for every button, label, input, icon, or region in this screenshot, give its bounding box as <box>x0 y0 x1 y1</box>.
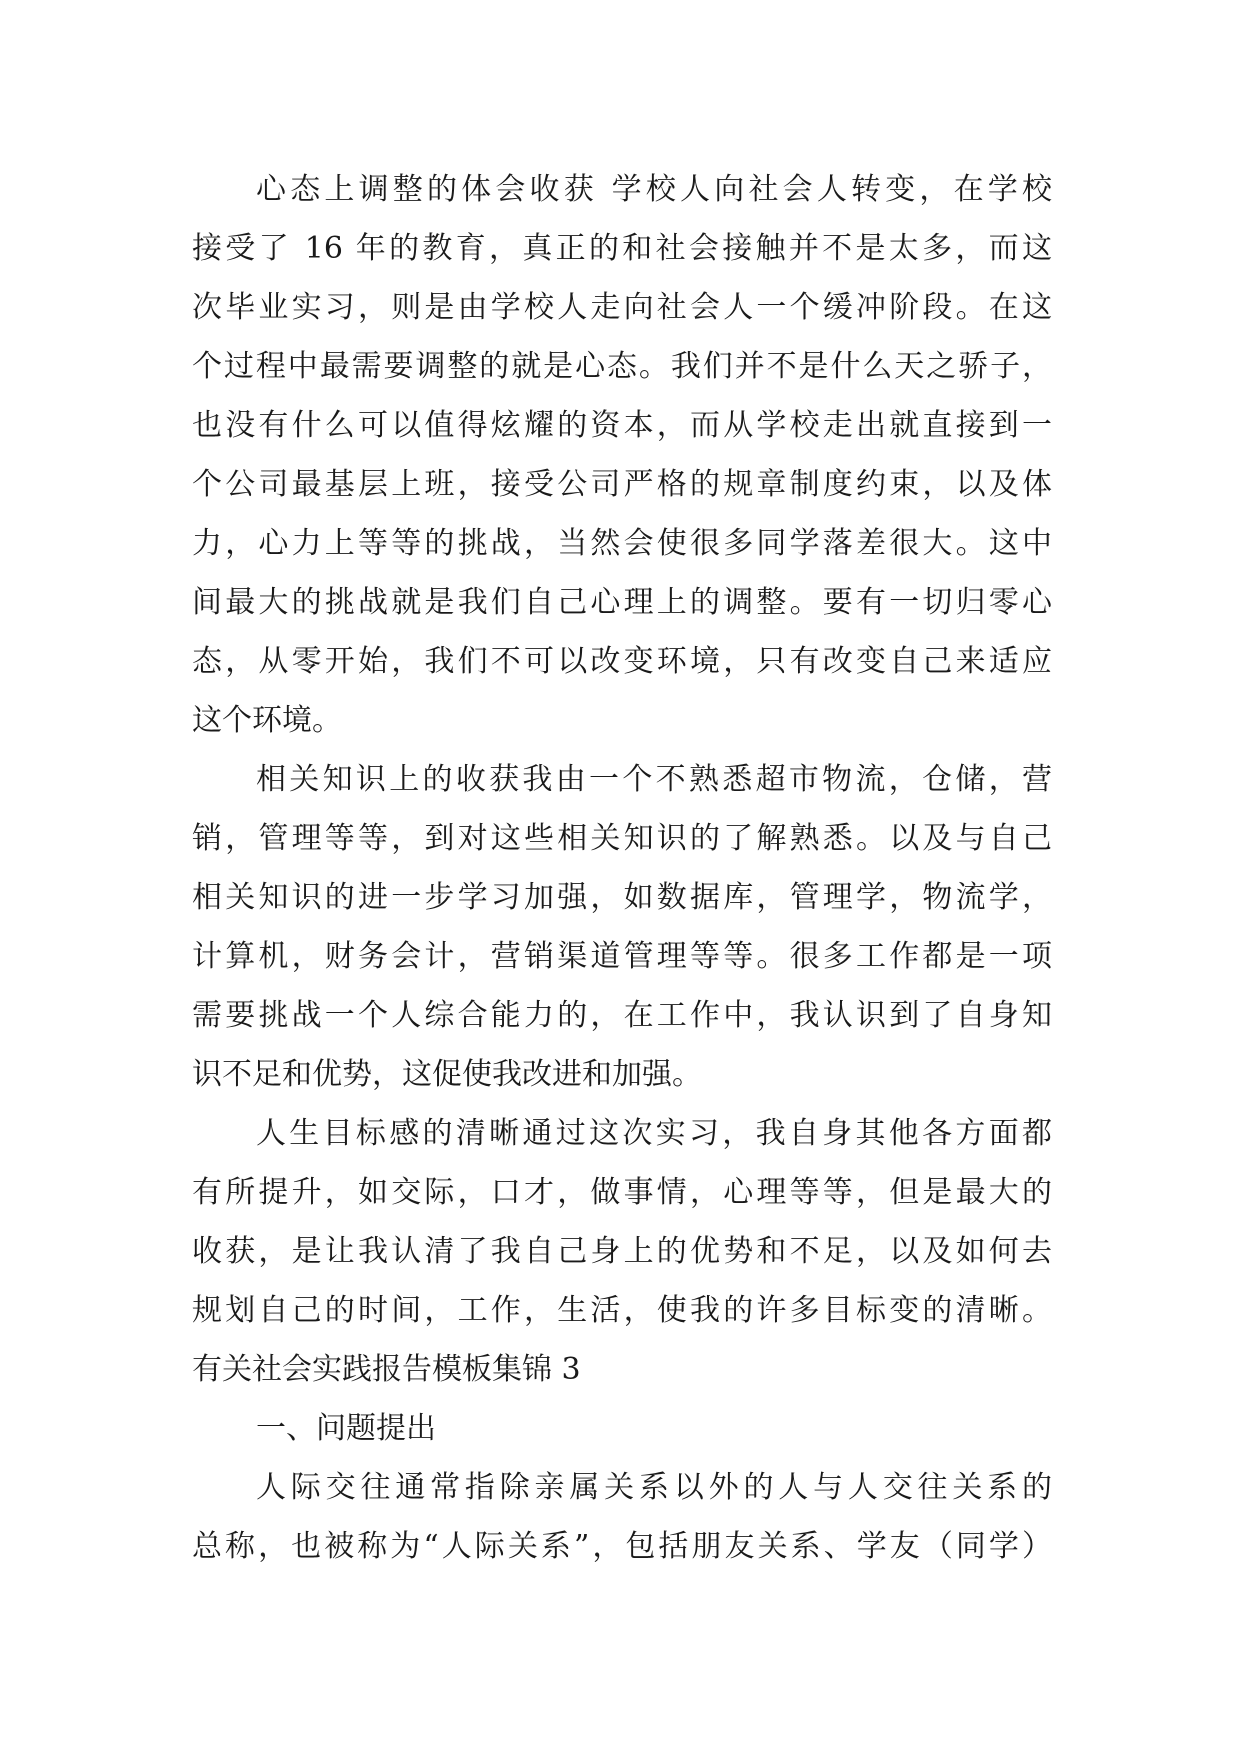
paragraph-line: 也没有什么可以值得炫耀的资本，而从学校走出就直接到一 <box>192 408 1052 443</box>
paragraph-line: 有所提升，如交际，口才，做事情，心理等等，但是最大的 <box>192 1175 1052 1210</box>
paragraph-line: 识不足和优势，这促使我改进和加强。 <box>192 1057 702 1092</box>
paragraph-line: 相关知识上的收获我由一个不熟悉超市物流，仓储，营 <box>256 762 1052 797</box>
paragraph-line: 次毕业实习，则是由学校人走向社会人一个缓冲阶段。在这 <box>192 290 1052 325</box>
paragraph-line: 心态上调整的体会收获 学校人向社会人转变，在学校 <box>256 172 1052 207</box>
section-heading: 一、问题提出 <box>256 1411 436 1446</box>
paragraph-line: 人生目标感的清晰通过这次实习，我自身其他各方面都 <box>256 1116 1052 1151</box>
paragraph-line: 计算机，财务会计，营销渠道管理等等。很多工作都是一项 <box>192 939 1052 974</box>
paragraph-line: 个过程中最需要调整的就是心态。我们并不是什么天之骄子， <box>192 349 1052 384</box>
paragraph-line: 人际交往通常指除亲属关系以外的人与人交往关系的 <box>256 1470 1052 1505</box>
paragraph-line: 个公司最基层上班，接受公司严格的规章制度约束，以及体 <box>192 467 1052 502</box>
paragraph-line: 这个环境。 <box>192 703 342 738</box>
paragraph-line: 收获，是让我认清了我自己身上的优势和不足，以及如何去 <box>192 1234 1052 1269</box>
paragraph-line: 间最大的挑战就是我们自己心理上的调整。要有一切归零心 <box>192 585 1052 620</box>
paragraph-line: 总称，也被称为“人际关系”，包括朋友关系、学友（同学） <box>192 1529 1052 1564</box>
paragraph-line: 相关知识的进一步学习加强，如数据库，管理学，物流学， <box>192 880 1052 915</box>
paragraph-line: 规划自己的时间，工作，生活，使我的许多目标变的清晰。 <box>192 1293 1052 1328</box>
document-body <box>192 160 1052 1576</box>
paragraph-line: 力，心力上等等的挑战，当然会使很多同学落差很大。这中 <box>192 526 1052 561</box>
section-title: 有关社会实践报告模板集锦 3 <box>192 1352 581 1387</box>
paragraph-line: 销，管理等等，到对这些相关知识的了解熟悉。以及与自己 <box>192 821 1052 856</box>
paragraph-line: 需要挑战一个人综合能力的，在工作中，我认识到了自身知 <box>192 998 1052 1033</box>
paragraph-line: 接受了 16 年的教育，真正的和社会接触并不是太多，而这 <box>192 231 1052 266</box>
paragraph-line: 态，从零开始，我们不可以改变环境，只有改变自己来适应 <box>192 644 1052 679</box>
